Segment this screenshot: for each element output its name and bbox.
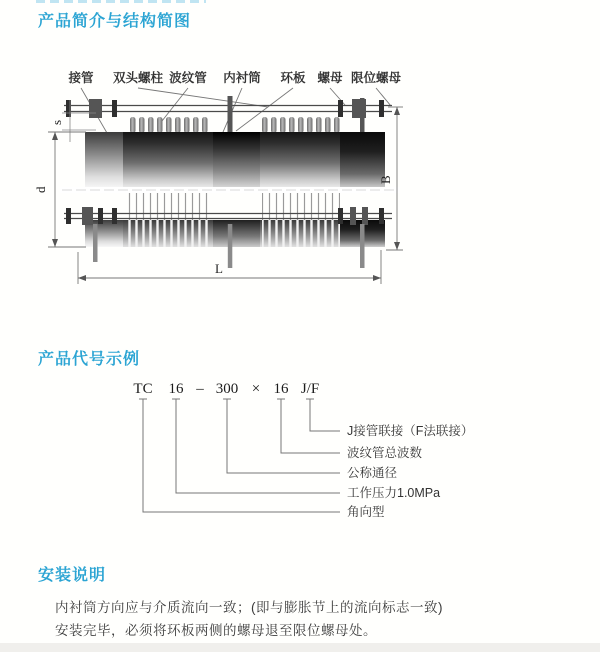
callout-connection-type: J接管联接（F法联接） xyxy=(347,424,474,438)
top-rod-nuts xyxy=(66,99,384,118)
callout-total-waves: 波纹管总波数 xyxy=(347,446,423,460)
part-label-inner-sleeve: 内衬筒 xyxy=(223,71,261,85)
inner-sleeve-band xyxy=(213,132,260,188)
lower-hatch-overlay-right xyxy=(262,220,340,247)
lower-hatch-overlay-left xyxy=(128,220,212,247)
section-title-code: 产品代号示例 xyxy=(38,351,141,368)
L-arrow-right xyxy=(373,275,381,281)
code-callout-lines xyxy=(0,396,600,526)
structure-diagram xyxy=(0,62,600,312)
dimension-label-d: d xyxy=(33,186,48,193)
dimension-label-s: s xyxy=(49,119,64,125)
code-token-dash: – xyxy=(196,381,204,397)
part-label-bellows: 波纹管 xyxy=(169,71,207,85)
page-bottom-strip xyxy=(0,643,600,652)
part-label-limit-nut: 限位螺母 xyxy=(350,71,402,85)
d-arrow-bottom xyxy=(52,239,58,247)
bellows-convolutions xyxy=(130,117,340,133)
part-label-connecting-pipe: 接管 xyxy=(68,71,94,85)
L-arrow-left xyxy=(78,275,86,281)
code-token-connection: J/F xyxy=(300,381,320,397)
callout-angular-type: 角向型 xyxy=(347,505,385,519)
code-token-type: TC xyxy=(133,381,153,397)
part-label-nut: 螺母 xyxy=(317,71,343,85)
center-stud xyxy=(228,96,233,133)
section-title-install: 安装说明 xyxy=(38,567,107,584)
code-token-pressure: 16 xyxy=(168,381,184,397)
code-token-waves: 16 xyxy=(273,381,289,397)
B-arrow-bottom xyxy=(394,242,400,250)
install-note-nut-position: 安装完毕，必须将环板两侧的螺母退至限位螺母处。 xyxy=(55,623,377,638)
code-token-times: × xyxy=(251,381,261,397)
callout-working-pressure: 工作压力1.0MPa xyxy=(347,486,441,500)
B-arrow-top xyxy=(394,107,400,115)
dimension-label-B: B xyxy=(378,175,393,184)
part-label-double-end-stud: 双头螺柱 xyxy=(112,71,164,85)
code-token-diameter: 300 xyxy=(215,381,239,397)
dimension-label-L: L xyxy=(215,261,223,276)
part-label-ring-plate: 环板 xyxy=(280,71,306,85)
d-arrow-top xyxy=(52,132,58,140)
left-end-pipe xyxy=(85,132,123,188)
callout-nominal-diameter: 公称通径 xyxy=(347,466,398,480)
section-title-intro: 产品简介与结构简图 xyxy=(38,13,192,30)
clipped-previous-line-text xyxy=(36,0,206,3)
lower-mid-band xyxy=(213,220,260,247)
install-note-flow-direction: 内衬筒方向应与介质流向一致；(即与膨胀节上的流向标志一致) xyxy=(55,600,443,615)
